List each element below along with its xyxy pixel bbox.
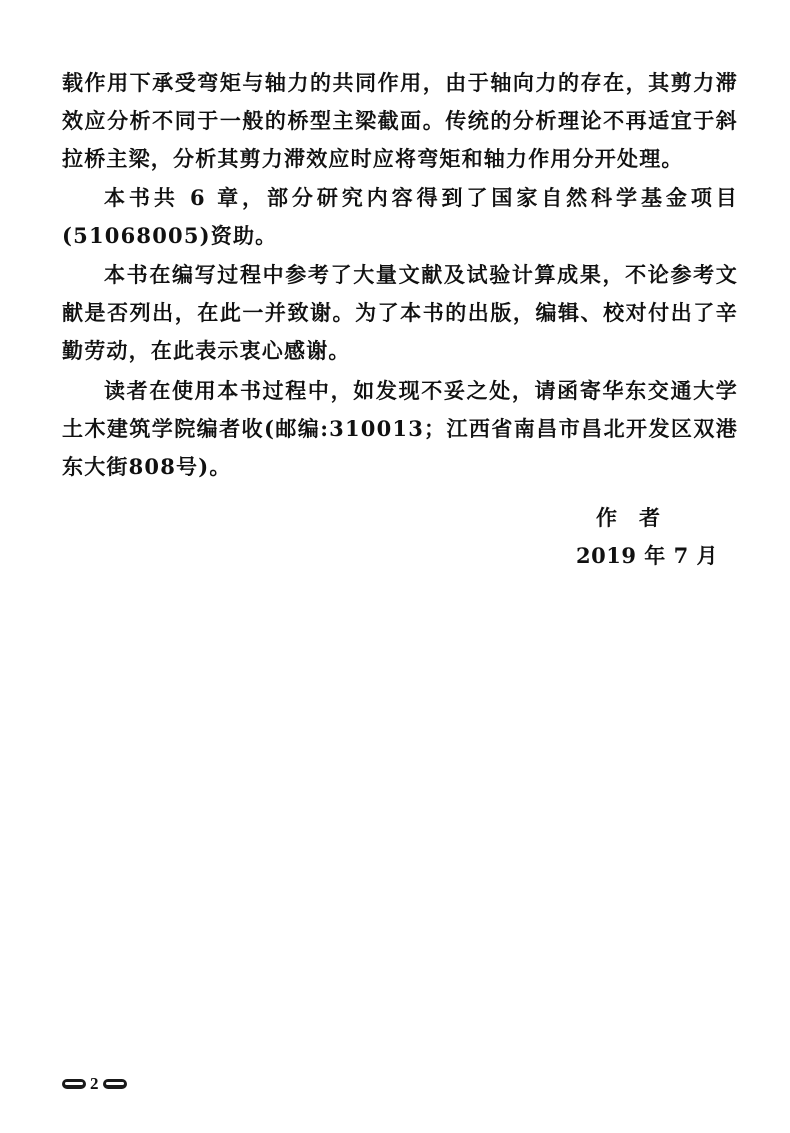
- signature-date: 2019 年 7 月: [576, 543, 718, 568]
- author-signature: 作者: [596, 505, 682, 530]
- folio-ornament-left-icon: [62, 1079, 86, 1089]
- paragraph-1: 载作用下承受弯矩与轴力的共同作用，由于轴向力的存在，其剪力滞效应分析不同于一般的桥型主梁截面。传统的分析理论不再适宜于斜拉桥主梁，分析其剪力滞效应时应将弯矩和轴力作用分开处理。: [62, 70, 738, 171]
- paragraph-2: 本书共 6 章，部分研究内容得到了国家自然科学基金项目(51068005)资助。: [62, 185, 738, 248]
- page-number: 2: [90, 1074, 99, 1093]
- paragraph-3: 本书在编写过程中参考了大量文献及试验计算成果，不论参考文献是否列出，在此一并致谢。为了本书的出版，编辑、校对付出了辛勤劳动，在此表示衷心感谢。: [62, 262, 738, 363]
- paragraph-4: 读者在使用本书过程中，如发现不妥之处，请函寄华东交通大学土木建筑学院编者收(邮编:310013；江西省南昌市昌北开发区双港东大街808号)。: [62, 378, 738, 479]
- folio-ornament-right-icon: [103, 1079, 127, 1089]
- page-footer: [62, 1072, 127, 1096]
